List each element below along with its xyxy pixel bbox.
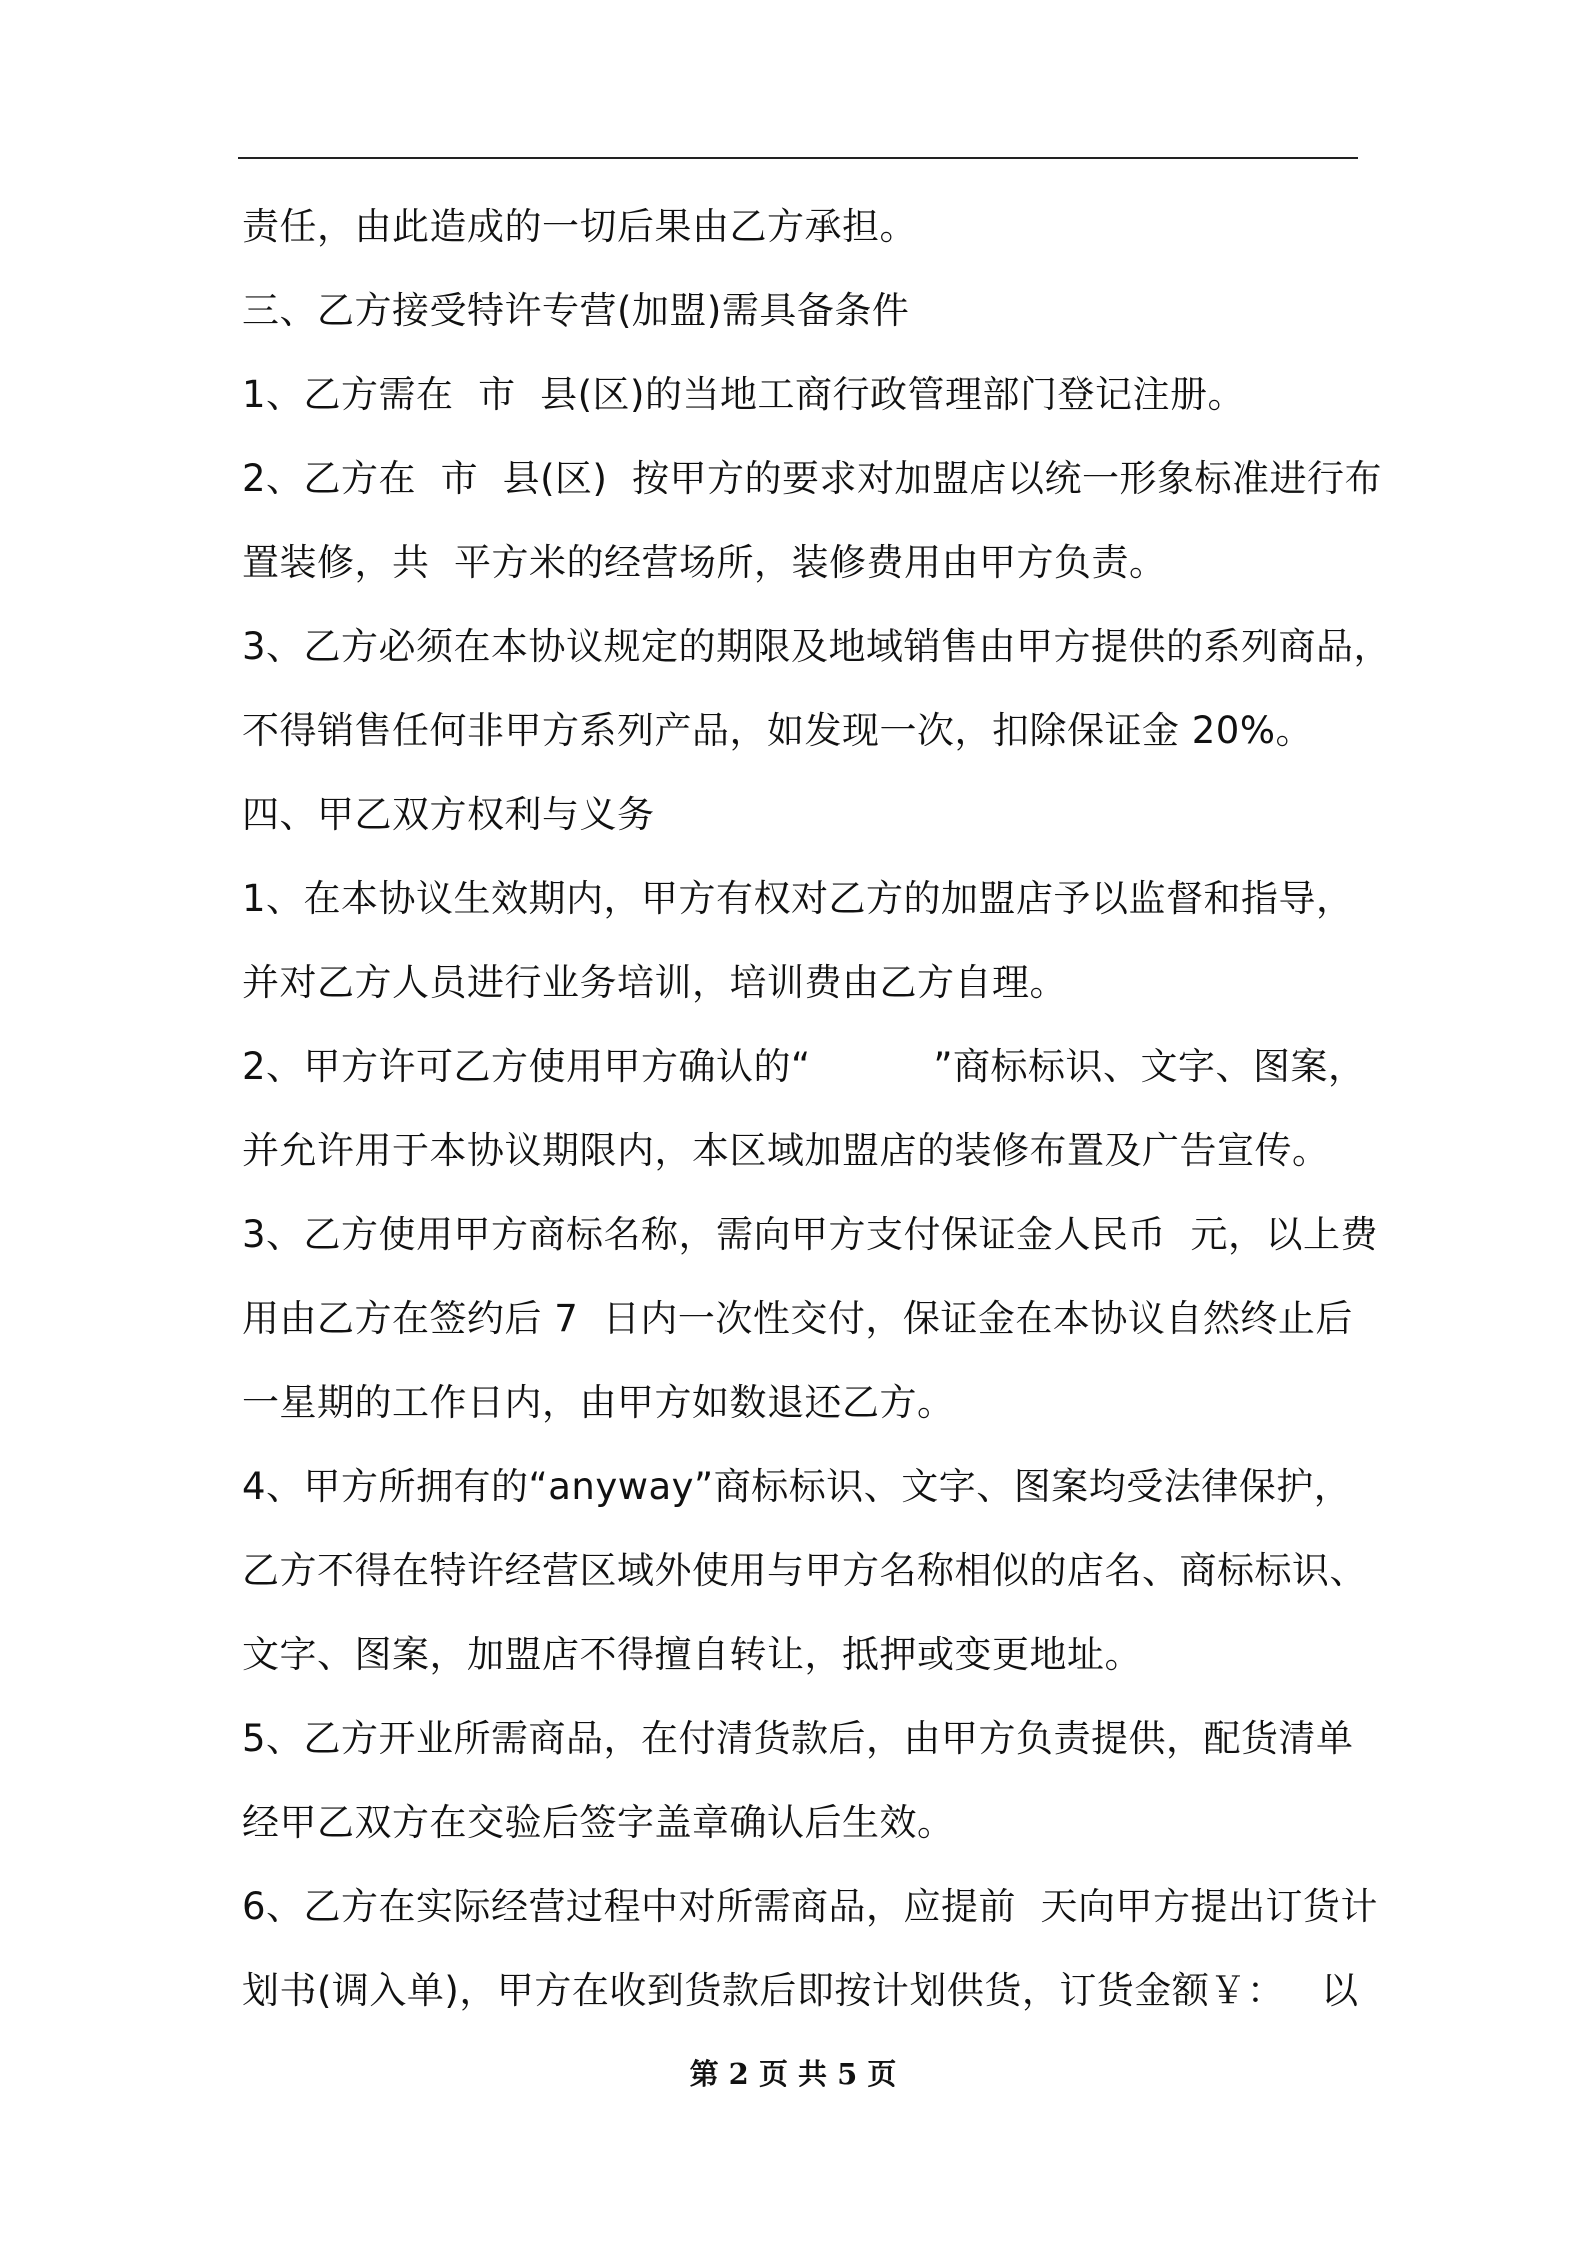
- text-line: 经甲乙双方在交验后签字盖章确认后生效。: [242, 1801, 955, 1844]
- text-line: 6、乙方在实际经营过程中对所需商品，应提前 天向甲方提出订货计: [242, 1885, 1379, 1928]
- text-line: 不得销售任何非甲方系列产品，如发现一次，扣除保证金 20%。: [242, 709, 1313, 752]
- text-line: 5、乙方开业所需商品，在付清货款后，由甲方负责提供，配货清单: [242, 1717, 1354, 1760]
- page-number-footer: 第 2 页 共 5 页: [689, 2057, 897, 2091]
- section-heading: 四、甲乙双方权利与义务: [242, 793, 655, 836]
- text-line: 2、乙方在 市 县(区) 按甲方的要求对加盟店以统一形象标准进行布: [242, 457, 1382, 500]
- text-line: 2、甲方许可乙方使用甲方确认的“ ”商标标识、文字、图案，: [242, 1045, 1366, 1088]
- section-heading: 三、乙方接受特许专营(加盟)需具备条件: [242, 289, 910, 332]
- text-line: 1、在本协议生效期内，甲方有权对乙方的加盟店予以监督和指导，: [242, 877, 1354, 920]
- header-rule: [238, 157, 1358, 159]
- text-line: 文字、图案，加盟店不得擅自转让，抵押或变更地址。: [242, 1633, 1142, 1676]
- text-line: 一星期的工作日内，由甲方如数退还乙方。: [242, 1381, 955, 1424]
- text-line: 4、甲方所拥有的“anyway”商标标识、文字、图案均受法律保护，: [242, 1465, 1352, 1508]
- text-line: 乙方不得在特许经营区域外使用与甲方名称相似的店名、商标标识、: [242, 1549, 1367, 1592]
- text-line: 置装修，共 平方米的经营场所，装修费用由甲方负责。: [242, 541, 1167, 584]
- text-line: 3、乙方必须在本协议规定的期限及地域销售由甲方提供的系列商品，: [242, 625, 1392, 668]
- text-line: 划书(调入单)，甲方在收到货款后即按计划供货，订货金额￥： 以: [242, 1969, 1359, 2012]
- text-line: 并允许用于本协议期限内，本区域加盟店的装修布置及广告宣传。: [242, 1129, 1330, 1172]
- text-line: 用由乙方在签约后 7 日内一次性交付，保证金在本协议自然终止后: [242, 1297, 1353, 1340]
- text-line: 3、乙方使用甲方商标名称，需向甲方支付保证金人民币 元，以上费: [242, 1213, 1379, 1256]
- text-line: 1、乙方需在 市 县(区)的当地工商行政管理部门登记注册。: [242, 373, 1245, 416]
- text-line: 责任，由此造成的一切后果由乙方承担。: [242, 205, 917, 248]
- text-line: 并对乙方人员进行业务培训，培训费由乙方自理。: [242, 961, 1067, 1004]
- document-body: [242, 198, 1392, 2046]
